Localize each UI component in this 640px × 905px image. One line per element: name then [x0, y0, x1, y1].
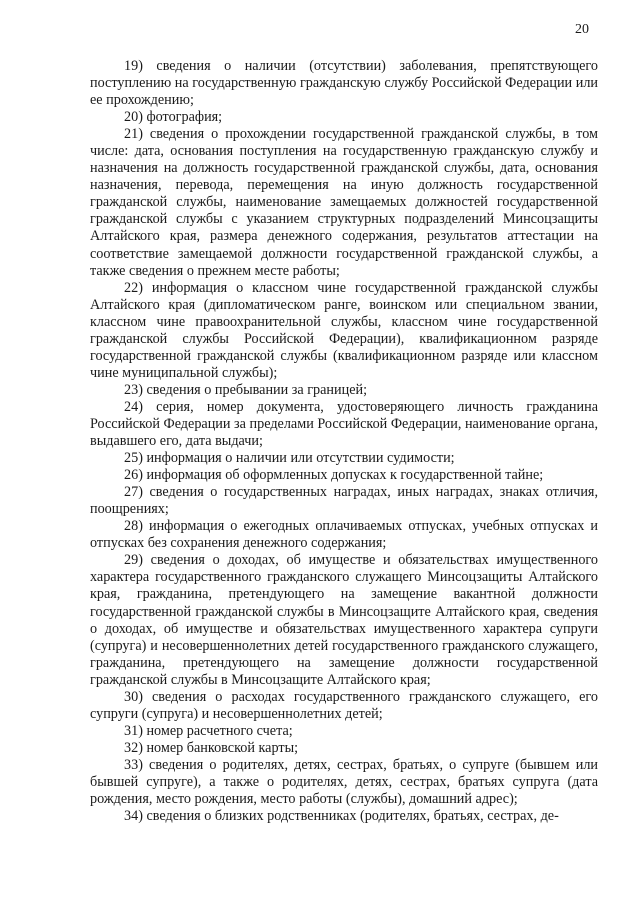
paragraph-29: 29) сведения о доходах, об имуществе и обязательствах имущественного характера государственного гражданского служащего Минсоцзащиты Алтайского края, гражданина, претендующего на замещение вакантной должности государственной гражданской службы в Минсоцзащите Алтайского края, сведения о доходах, об имуществе и обязательствах имущественного характера супруги (супруга) и несовершеннолетних детей государственного гражданского служащего, гражданина, претендующего на замещение должности государственной гражданской службы в Минсоцзащите Алтайского края;	[90, 552, 598, 688]
paragraph-27: 27) сведения о государственных наградах, иных наградах, знаках отличия, поощрениях;	[90, 484, 598, 518]
paragraph-32: 32) номер банковской карты;	[124, 739, 299, 756]
paragraph-30: 30) сведения о расходах государственного гражданского служащего, его супруги (супруга) и несовершеннолетних детей;	[90, 688, 598, 722]
document-body	[90, 58, 598, 825]
paragraph-28: 28) информация о ежегодных оплачиваемых отпусках, учебных отпусках и отпусках без сохранения денежного содержания;	[90, 518, 598, 552]
paragraph-26: 26) информация об оформленных допусках к государственной тайне;	[124, 467, 544, 484]
page-number: 20	[575, 22, 589, 37]
paragraph-24: 24) серия, номер документа, удостоверяющего личность гражданина Российской Федерации за пределами Российской Федерации, наименование органа, выдавшего его, дата выдачи;	[90, 398, 598, 450]
paragraph-19: 19) сведения о наличии (отсутствии) заболевания, препятствующего поступлению на государственную гражданскую службу Российской Федерации или ее прохождению;	[90, 58, 598, 109]
paragraph-33: 33) сведения о родителях, детях, сестрах, братьях, о супруге (бывшем или бывшей супруге), а также о родителях, детях, сестрах, братьях супруга (дата рождения, место рождения, место работы (службы), домашний адрес);	[90, 756, 598, 808]
paragraph-22: 22) информация о классном чине государственной гражданской службы Алтайского края (дипломатическом ранге, воинском или специальном звании, классном чине правоохранительной службы, классном чине государственной гражданской службы Российской Федерации), квалификационном разряде государственной гражданской службы (квалификационном разряде или классном чине муниципальной службы);	[90, 279, 598, 381]
paragraph-23: 23) сведения о пребывании за границей;	[124, 381, 368, 398]
paragraph-21: 21) сведения о прохождении государственной гражданской службы, в том числе: дата, основания поступления на государственную гражданскую службу и назначения на должность государственной гражданской службы, дата, основания назначения, перевода, перемещения на иную должность государственной гражданской службы, наименование замещаемых должностей государственной гражданской службы с указанием структурных подразделений Минсоцзащиты Алтайского края, размера денежного содержания, результатов аттестации на соответствие замещаемой должности государственной гражданской службы, а также сведения о прежнем месте работы;	[90, 126, 598, 279]
paragraph-31: 31) номер расчетного счета;	[124, 722, 293, 739]
paragraph-20: 20) фотография;	[124, 109, 223, 126]
paragraph-34: 34) сведения о близких родственниках (родителях, братьях, сестрах, де-	[124, 808, 559, 825]
paragraph-25: 25) информация о наличии или отсутствии судимости;	[124, 450, 455, 467]
